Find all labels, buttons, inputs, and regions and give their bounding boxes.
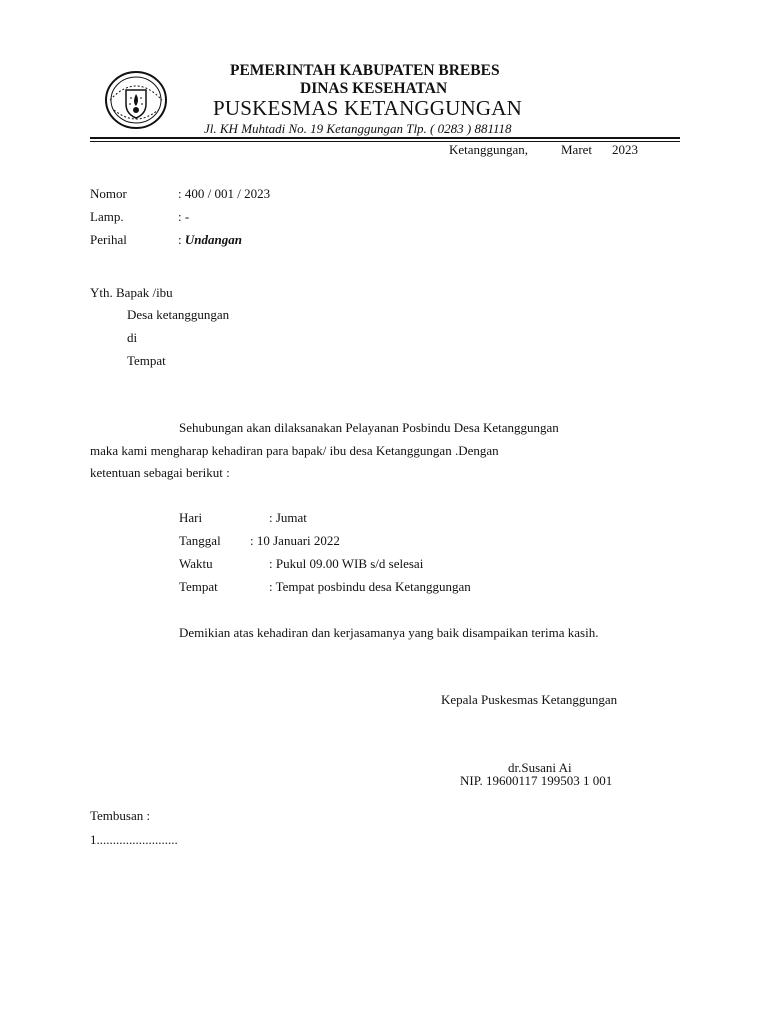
body-line-1: Sehubungan akan dilaksanakan Pelayanan Posbindu Desa Ketanggungan <box>179 420 559 435</box>
perihal-colon: : <box>178 232 185 247</box>
waktu-label: Waktu <box>179 556 213 571</box>
letterhead-divider-thick <box>90 137 680 139</box>
letterhead-address: Jl. KH Muhtadi No. 19 Ketanggungan Tlp. ( 0283 ) 881118 <box>204 121 512 136</box>
tempat-value: : Tempat posbindu desa Ketanggungan <box>269 579 471 594</box>
body-line-3: ketentuan sebagai berikut : <box>90 465 230 480</box>
addressee-line-1: Yth. Bapak /ibu <box>90 285 173 300</box>
addressee-line-4: Tempat <box>127 353 166 368</box>
date-month: Maret <box>561 142 593 157</box>
lamp-value: : - <box>178 209 190 224</box>
signature-nip: NIP. 19600117 199503 1 001 <box>460 773 613 788</box>
cc-label: Tembusan : <box>90 808 151 823</box>
nomor-value: : 400 / 001 / 2023 <box>178 186 271 201</box>
tanggal-label: Tanggal <box>179 533 221 548</box>
signature-name: dr.Susani Ai <box>508 760 572 775</box>
regency-emblem-icon <box>104 68 168 132</box>
letterhead-government: PEMERINTAH KABUPATEN BREBES <box>230 62 500 79</box>
letterhead-department: DINAS KESEHATAN <box>300 80 448 97</box>
letterhead-institution: PUSKESMAS KETANGGUNGAN <box>213 96 522 120</box>
tempat-label: Tempat <box>179 579 218 594</box>
addressee-line-3: di <box>127 330 138 345</box>
date-year: 2023 <box>612 142 638 157</box>
tanggal-value: : 10 Januari 2022 <box>250 533 340 548</box>
place-name: Ketanggungan, <box>449 142 529 157</box>
nomor-label: Nomor <box>90 186 127 201</box>
perihal-label: Perihal <box>90 232 127 247</box>
perihal-value: Undangan <box>184 232 242 247</box>
closing-text: Demikian atas kehadiran dan kerjasamanya yang baik disampaikan terima kasih. <box>179 625 599 640</box>
cc-item-1: 1......................... <box>90 832 178 847</box>
addressee-line-2: Desa ketanggungan <box>127 307 230 322</box>
signature-title: Kepala Puskesmas Ketanggungan <box>441 692 618 707</box>
lamp-label: Lamp. <box>90 209 124 224</box>
waktu-value: : Pukul 09.00 WIB s/d selesai <box>269 556 424 571</box>
hari-value: : Jumat <box>269 510 307 525</box>
perihal-value-row <box>178 232 242 248</box>
hari-label: Hari <box>179 510 203 525</box>
body-line-2: maka kami mengharap kehadiran para bapak/ ibu desa Ketanggungan .Dengan <box>90 443 499 458</box>
